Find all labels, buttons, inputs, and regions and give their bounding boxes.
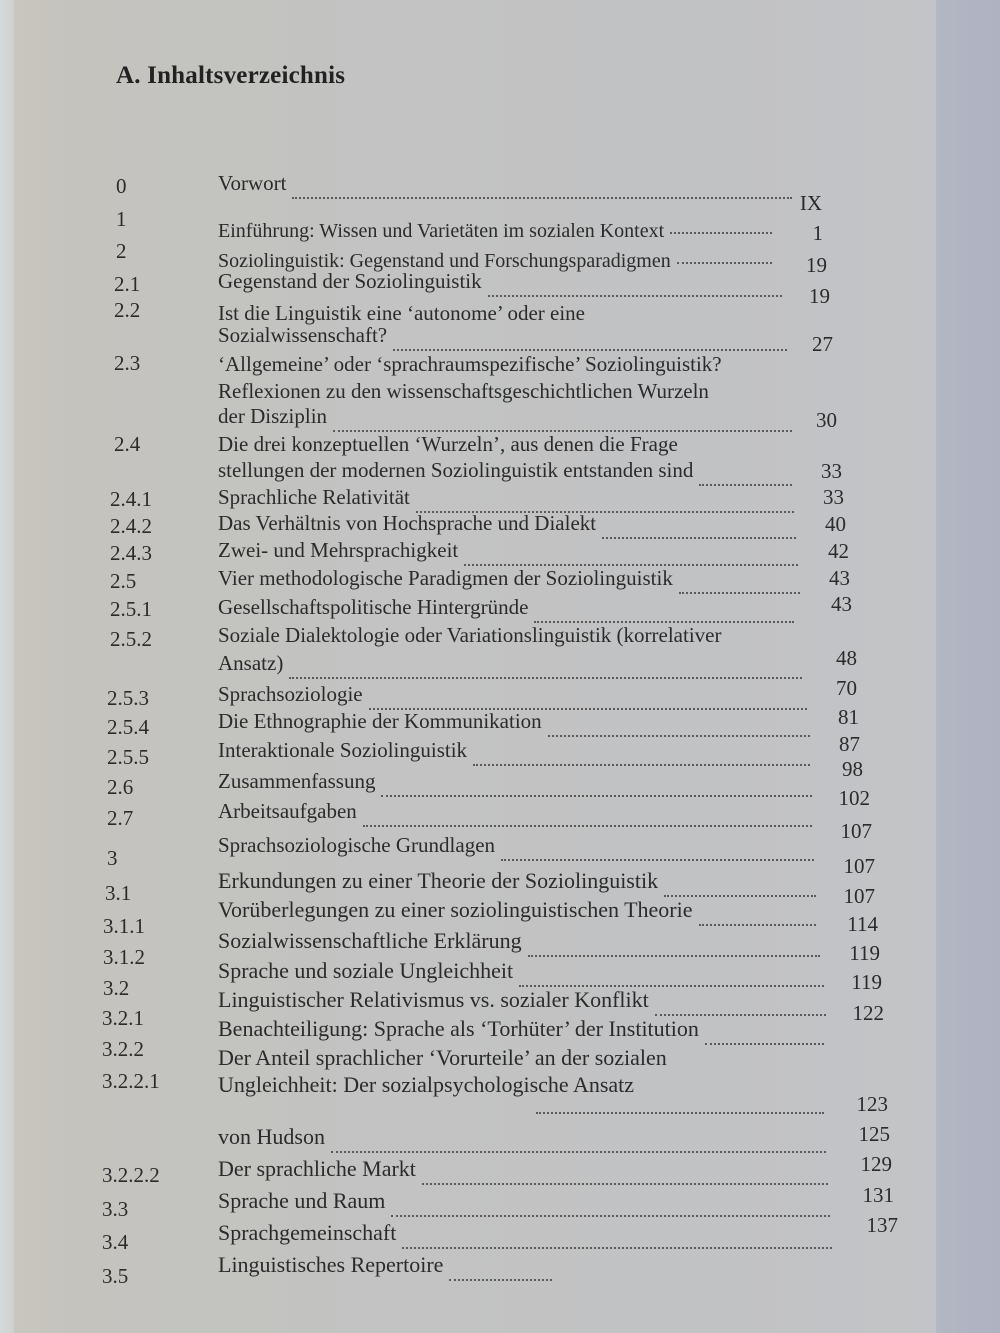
dot-leader	[664, 881, 816, 897]
section-title: Das Verhältnis von Hochsprache und Dialekt	[218, 511, 597, 535]
section-number: 2.5.2	[110, 627, 152, 651]
page-number: 33	[821, 459, 842, 483]
section-title: Linguistisches Repertoire	[218, 1252, 444, 1277]
section-title: Der sprachliche Markt	[218, 1156, 416, 1181]
page-number: 1	[812, 221, 823, 245]
section-title: Vier methodologische Paradigmen der Soziolinguistik	[218, 566, 673, 590]
section-number: 2.5.3	[107, 686, 149, 710]
dot-leader	[473, 750, 810, 766]
section-number: 3.1	[105, 881, 132, 905]
section-number: 2.4.1	[110, 487, 152, 511]
section-number: 2.4.2	[110, 514, 152, 538]
dot-leader	[488, 281, 782, 297]
dot-leader	[289, 663, 802, 679]
section-number: 2.5.1	[110, 597, 152, 621]
section-number: 3.3	[102, 1197, 129, 1221]
section-title: Die Ethnographie der Kommunikation	[218, 709, 542, 733]
section-number: 2.5.4	[107, 715, 149, 739]
page-number: 19	[809, 284, 830, 308]
section-title: Soziolinguistik: Gegenstand und Forschungsparadigmen	[218, 250, 671, 272]
section-number: 2.7	[107, 806, 134, 830]
page-title: A. Inhaltsverzeichnis	[116, 62, 346, 89]
dot-leader	[391, 1201, 830, 1217]
section-title: Vorwort	[218, 171, 287, 195]
dot-leader	[655, 1000, 826, 1016]
section-title-line: Sozialwissenschaft?	[218, 323, 388, 347]
page-number: 107	[843, 854, 875, 878]
section-number: 2.4	[114, 432, 141, 456]
section-title-line: Der Anteil sprachlicher ‘Vorurteile’ an der sozialen	[218, 1045, 667, 1070]
section-number: 2.1	[114, 272, 141, 296]
section-title: Interaktionale Soziolinguistik	[218, 738, 468, 762]
section-title: Arbeitsaufgaben	[218, 799, 357, 823]
section-number: 3.2.2.1	[102, 1069, 160, 1093]
section-title: Einführung: Wissen und Varietäten im sozialen Kontext	[218, 220, 665, 242]
page-number: 114	[847, 912, 878, 936]
section-title: Vorüberlegungen zu einer soziolinguistischen Theorie	[218, 897, 693, 922]
section-title: Gegenstand der Soziolinguistik	[218, 269, 482, 293]
page-number: IX	[799, 191, 822, 215]
dot-leader	[363, 811, 812, 827]
section-number: 3.1.1	[103, 914, 145, 938]
section-title: Sprachgemeinschaft	[218, 1220, 397, 1245]
section-number: 2.5	[110, 569, 137, 593]
dot-leader	[528, 941, 820, 957]
dot-leader	[519, 971, 824, 987]
section-title-line: Ist die Linguistik eine ‘autonome’ oder eine	[218, 301, 585, 325]
section-title: Sprachsoziologie	[218, 682, 363, 706]
dot-leader	[679, 578, 800, 594]
dot-leader	[422, 1169, 828, 1185]
page-number: 137	[866, 1213, 898, 1237]
section-title: Sozialwissenschaftliche Erklärung	[218, 928, 522, 953]
page-number: 119	[851, 970, 882, 994]
section-title: Zwei- und Mehrsprachigkeit	[218, 538, 459, 562]
section-title-line: ‘Allgemeine’ oder ‘sprachraumspezifische’ Soziolinguistik?	[218, 352, 722, 376]
dot-leader	[331, 1137, 826, 1153]
page-number: 33	[823, 485, 844, 509]
page-number: 107	[843, 884, 875, 908]
section-number: 3.1.2	[103, 945, 145, 969]
dot-leader	[534, 607, 794, 623]
page-number: 40	[825, 512, 846, 536]
dot-leader	[464, 550, 798, 566]
section-title: Erkundungen zu einer Theorie der Soziolinguistik	[218, 868, 659, 893]
page-number: 48	[836, 646, 857, 670]
page-number: 131	[862, 1183, 894, 1207]
page-number: 27	[812, 332, 833, 356]
section-title-line: Reflexionen zu den wissenschaftsgeschichtlichen Wurzeln	[218, 379, 709, 403]
page-number: 102	[838, 786, 870, 810]
section-title: Linguistischer Relativismus vs. sozialer Konflikt	[218, 987, 649, 1012]
section-title: Sprachliche Relativität	[218, 485, 410, 509]
dot-leader	[292, 183, 792, 199]
page-number: 87	[839, 732, 860, 756]
section-number: 3.4	[102, 1230, 129, 1254]
section-number: 3.2	[103, 976, 130, 1000]
section-number: 3	[107, 846, 118, 870]
page-number: 42	[828, 539, 849, 563]
dot-leader	[402, 1233, 832, 1249]
page-number: 122	[852, 1001, 884, 1025]
section-number: 2.5.5	[107, 745, 149, 769]
section-title: Benachteiligung: Sprache als ‘Torhüter’ der Institution	[218, 1016, 699, 1041]
section-title-line: der Disziplin	[218, 404, 328, 428]
page-number: 30	[816, 408, 837, 432]
page-number: 98	[842, 757, 863, 781]
section-number: 2.2	[114, 298, 141, 322]
page-number: 107	[840, 819, 872, 843]
section-title: Gesellschaftspolitische Hintergründe	[218, 595, 529, 619]
dot-leader	[670, 218, 772, 234]
section-number: 1	[116, 207, 127, 231]
page-number: 19	[806, 253, 827, 277]
dot-leader	[677, 248, 772, 264]
section-title: Zusammenfassung	[218, 769, 376, 793]
dot-leader	[333, 416, 792, 432]
dot-leader	[501, 845, 814, 861]
dot-leader	[548, 721, 810, 737]
page-number: 125	[858, 1122, 890, 1146]
section-number: 3.2.1	[102, 1006, 144, 1030]
section-number: 0	[116, 174, 127, 198]
section-title-line: Ungleichheit: Der sozialpsychologische Ansatz	[218, 1072, 635, 1097]
section-number: 2.3	[114, 351, 141, 375]
section-title-line: Soziale Dialektologie oder Variationslinguistik (korrelativer	[218, 623, 722, 647]
dot-leader	[449, 1265, 552, 1281]
section-title-line: von Hudson	[218, 1124, 325, 1149]
page-number: 43	[829, 566, 850, 590]
section-title: Sprachsoziologische Grundlagen	[218, 833, 496, 857]
page-number: 119	[849, 941, 880, 965]
section-title-line: stellungen der modernen Soziolinguistik entstanden sind	[218, 458, 694, 482]
section-number: 2.4.3	[110, 541, 152, 565]
dot-leader	[536, 1098, 824, 1114]
section-number: 3.2.2.2	[102, 1163, 160, 1187]
dot-leader	[699, 910, 816, 926]
section-number: 2	[116, 239, 127, 263]
page-number: 70	[836, 676, 857, 700]
section-title: Sprache und soziale Ungleichheit	[218, 958, 514, 983]
section-number: 3.5	[102, 1264, 129, 1288]
dot-leader	[393, 335, 787, 351]
section-number: 2.6	[107, 775, 134, 799]
section-number: 3.2.2	[102, 1037, 144, 1061]
page-number: 123	[856, 1092, 888, 1116]
section-title-line: Die drei konzeptuellen ‘Wurzeln’, aus denen die Frage	[218, 432, 678, 456]
page-number: 43	[831, 592, 852, 616]
page-number: 81	[838, 705, 859, 729]
section-title: Sprache und Raum	[218, 1188, 386, 1213]
page-number: 129	[860, 1152, 892, 1176]
dot-leader	[705, 1029, 824, 1045]
section-title-line: Ansatz)	[218, 651, 284, 675]
dot-leader	[381, 781, 812, 797]
